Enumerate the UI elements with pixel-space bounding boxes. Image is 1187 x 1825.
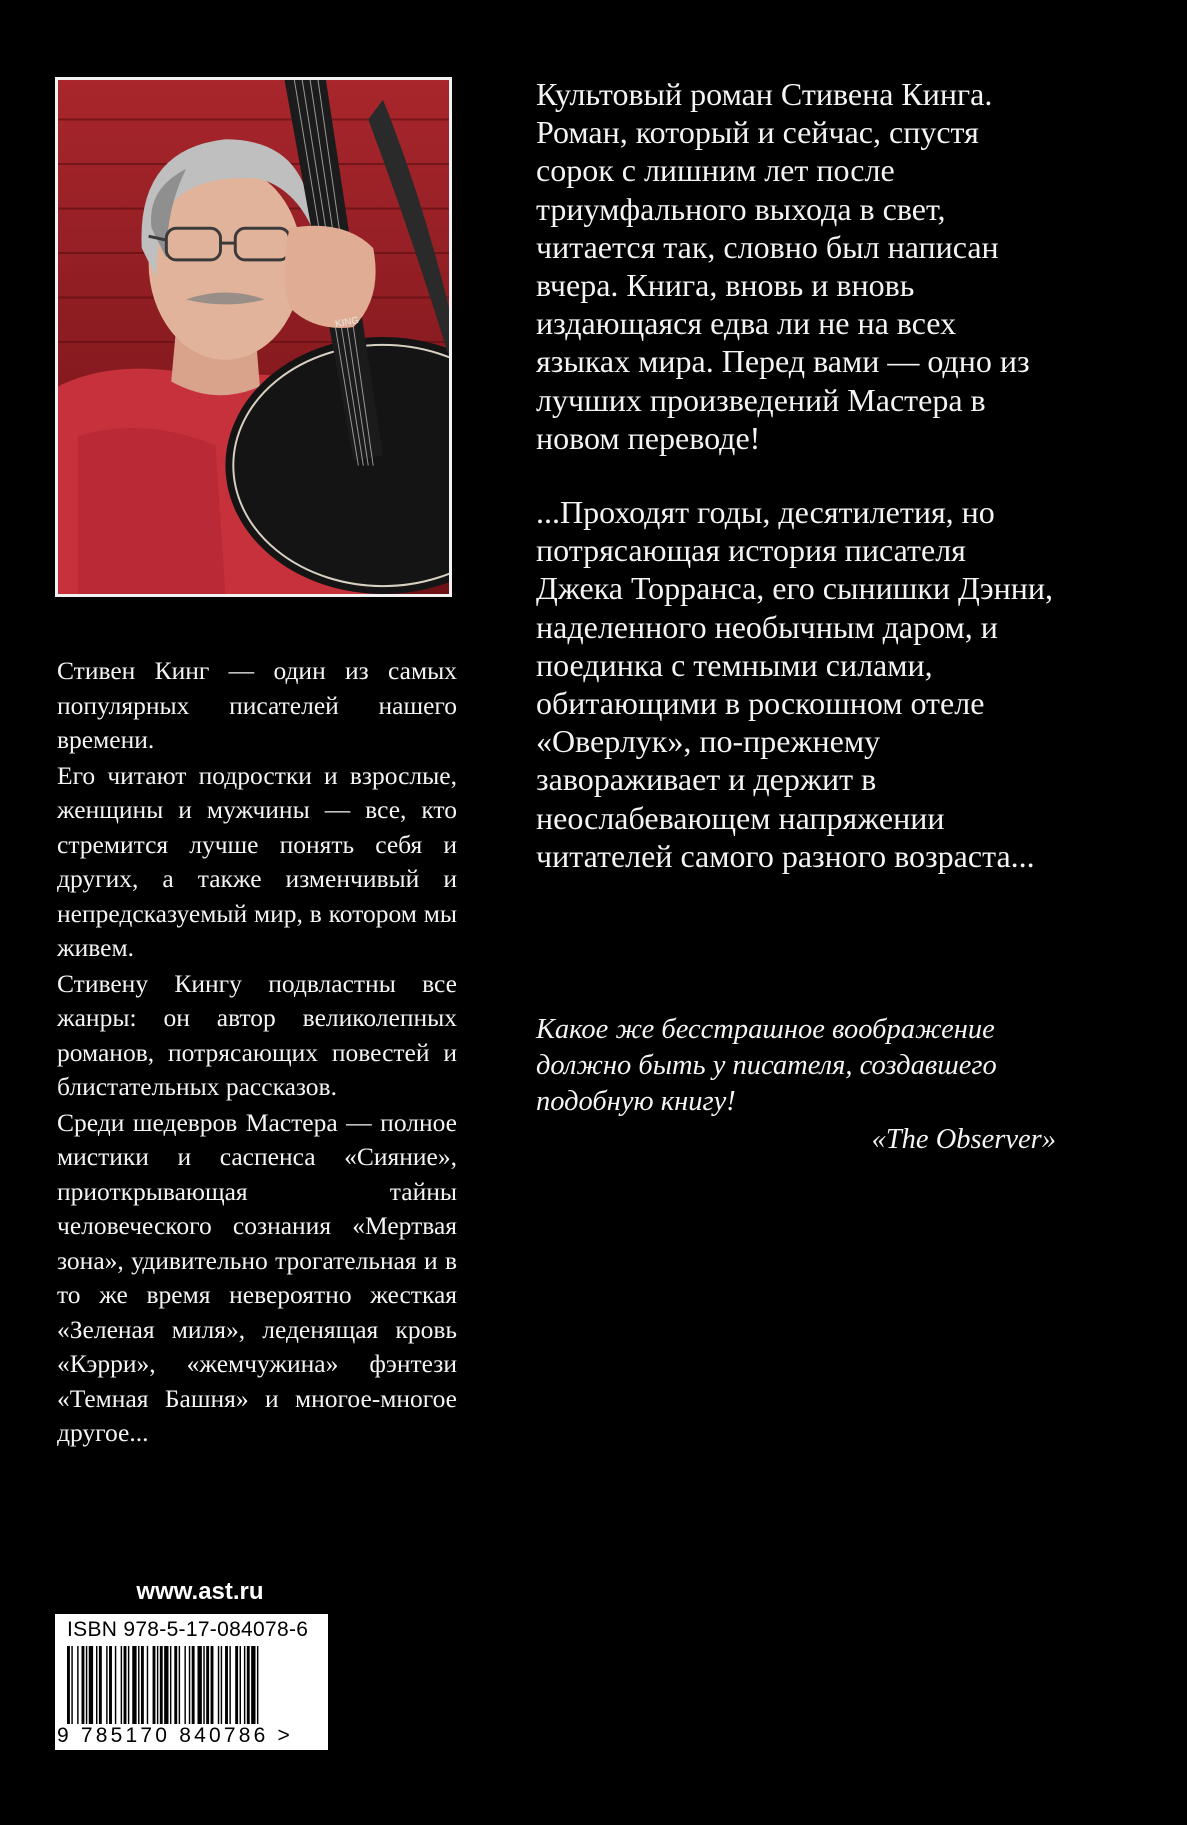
- isbn-label: ISBN 978-5-17-084078-6: [67, 1618, 309, 1641]
- publisher-website: www.ast.ru: [136, 1578, 264, 1605]
- book-blurb: [536, 75, 1056, 875]
- blurb-paragraph: ...Проходят годы, десятилетия, но потрясающая история писателя Джека Торранса, его сынишки Дэнни, наделенного необычным даром, и поединка с темными силами, обитающими в роскошном отеле «Оверлук», по-прежнему завораживает и держит в неослабевающем напряжении читателей самого разного возраста...: [536, 494, 1053, 874]
- review-quote: [536, 1012, 1056, 1158]
- isbn-barcode: [55, 1614, 328, 1750]
- quote-text: Какое же бесстрашное воображение должно быть у писателя, создавшего подобную книгу!: [536, 1014, 997, 1117]
- blurb-paragraph: Культовый роман Стивена Кинга. Роман, который и сейчас, спустя сорок с лишним лет после триумфального выхода в свет, читается так, словно был написан вчера. Книга, вновь и вновь издающаяся едва ли не на всех языках мира. Перед вами — одно из лучших произведений Мастера в новом переводе!: [536, 76, 1030, 456]
- bio-paragraph: Среди шедевров Мастера — полное мистики и саспенса «Сияние», приоткрывающая тайны человеческого сознания «Мертвая зона», удивительно трогательная и в то же время невероятно жесткая «Зеленая миля», леденящая кровь «Кэрри», «жемчужина» фэнтези «Темная Башня» и многое-многое другое...: [57, 1107, 457, 1447]
- bio-paragraph: Стивен Кинг — один из самых популярных писателей нашего времени.: [57, 656, 457, 754]
- barcode-digits: 9 785170 840786 >: [57, 1724, 293, 1747]
- bio-paragraph: Его читают подростки и взрослые, женщины и мужчины — все, кто стремится лучше понять себя и других, а также изменчивый и непредсказуемый мир, в котором мы живем.: [57, 760, 457, 962]
- author-biography: [57, 654, 457, 1452]
- author-photo: [55, 77, 452, 597]
- bio-paragraph: Стивену Кингу подвластны все жанры: он автор великолепных романов, потрясающих повестей и блистательных рассказов.: [57, 968, 457, 1101]
- barcode-bars: [63, 1646, 320, 1724]
- quote-source: «The Observer»: [871, 1124, 1056, 1155]
- guitar-label: KING: [334, 315, 360, 331]
- author-photo-image: [58, 80, 449, 594]
